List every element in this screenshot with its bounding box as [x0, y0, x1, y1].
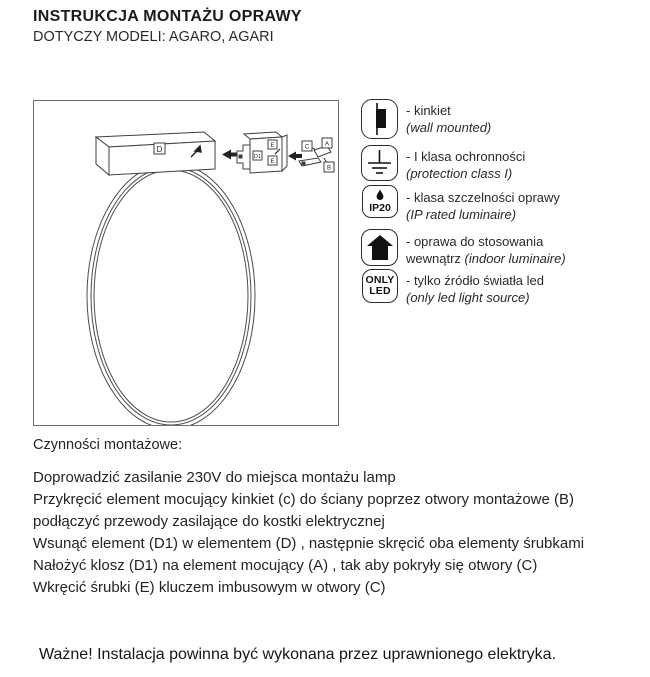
legend-label-en: (IP rated luminaire): [406, 207, 517, 222]
ground-icon: [361, 145, 398, 181]
legend-label-pl: - kinkiet: [406, 103, 451, 118]
only-led-icon: [362, 269, 398, 303]
warning-note: Ważne! Instalacja powinna być wykonana przez uprawnionego elektryka.: [39, 646, 557, 663]
part-label-c: C: [304, 144, 310, 151]
assembly-step: Wsunąć element (D1) w elementem (D) , następnie skręcić oba elementy śrubkami: [33, 535, 585, 552]
part-label-d1: D1: [253, 154, 262, 160]
ground-glyph: [363, 147, 396, 179]
wall-mount-glyph: [363, 101, 396, 137]
legend-label-en: (only led light source): [406, 290, 530, 305]
page-title: INSTRUKCJA MONTAŻU OPRAWY: [33, 8, 302, 25]
legend-item-ip-rating: [406, 189, 631, 223]
wall-mount-icon: [361, 99, 398, 139]
legend-label-pl: - oprawa do stosowania: [406, 234, 544, 249]
part-label-e1: E: [270, 143, 275, 149]
ip20-icon: [362, 185, 398, 218]
legend-item-only-led: [406, 272, 631, 306]
legend-label-en: wewnątrz (indoor luminaire): [406, 251, 566, 266]
legend-item-wall-mounted: [406, 102, 631, 136]
assembly-steps: [33, 467, 584, 599]
arrow-left-icon: [288, 152, 302, 161]
legend-label-en: (protection class I): [406, 166, 513, 181]
legend-item-protection-class: [406, 148, 631, 182]
lamp-ring: [87, 163, 255, 425]
legend-item-indoor: [406, 233, 631, 267]
page-subtitle: DOTYCZY MODELI: AGARO, AGARI: [33, 29, 274, 45]
part-label-d: D: [156, 145, 163, 154]
house-glyph: [365, 234, 395, 262]
assembly-step: Doprowadzić zasilanie 230V do miejsca montażu lamp: [33, 469, 396, 486]
house-icon: [361, 229, 398, 266]
part-label-b: B: [326, 165, 332, 172]
legend-label-pl: - klasa szczelności oprawy: [406, 190, 560, 205]
ip-rating-badge: IP20: [369, 202, 391, 214]
fixing-element: [237, 132, 287, 173]
assembly-step: podłączyć przewody zasilające do kostki elektrycznej: [33, 513, 385, 530]
assembly-step: Nałożyć klosz (D1) na element mocujący (A) , tak aby pokryły się otwory (C): [33, 557, 538, 574]
steps-heading: Czynności montażowe:: [33, 437, 183, 453]
mounting-box: [96, 132, 215, 175]
legend-label-pl: - tylko źródło światła led: [406, 273, 544, 288]
part-label-e2: E: [270, 159, 275, 165]
assembly-diagram: [33, 100, 339, 426]
part-label-a: A: [324, 141, 330, 148]
lamp-diagram-drawing: [34, 101, 338, 425]
water-drop-icon: [374, 189, 386, 202]
only-led-badge: ONLY LED: [365, 273, 395, 297]
legend-label-en: (wall mounted): [406, 120, 492, 135]
assembly-step: Przykręcić element mocujący kinkiet (c) do ściany poprzez otwory montażowe (B): [33, 491, 575, 508]
assembly-step: Wkręcić śrubki (E) kluczem imbusowym w otwory (C): [33, 579, 386, 596]
legend-label-pl: - I klasa ochronności: [406, 149, 526, 164]
